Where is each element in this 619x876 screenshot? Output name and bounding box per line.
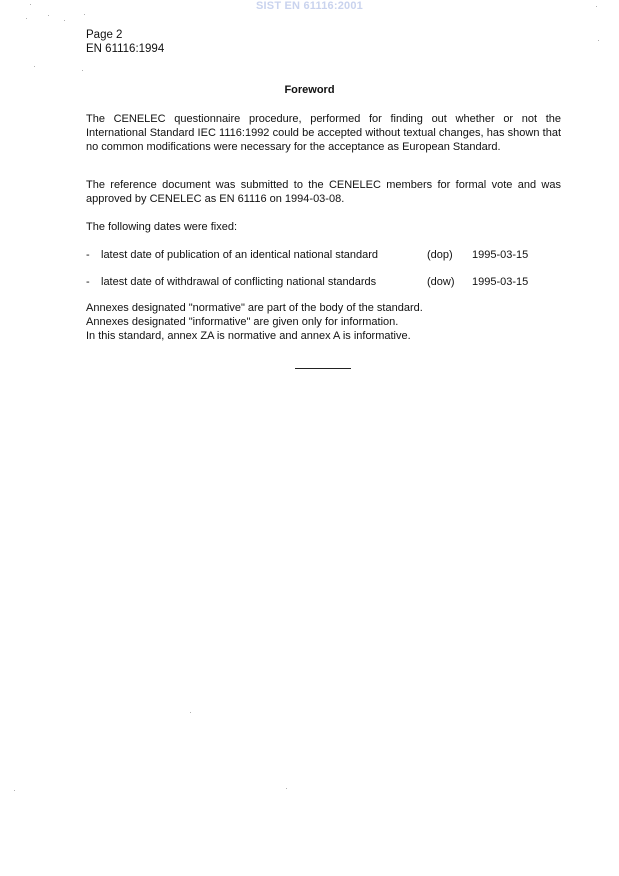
date-description: latest date of publication of an identical national standard (101, 249, 379, 261)
list-dash: - (86, 249, 90, 261)
scan-speck (26, 18, 27, 19)
scan-speck (14, 790, 15, 791)
annex-note-this-standard: In this standard, annex ZA is normative and annex A is informative. (86, 330, 411, 342)
annex-note-informative: Annexes designated "informative" are given only for information. (86, 316, 399, 328)
watermark: SIST EN 61116:2001 (256, 0, 363, 12)
scan-speck (82, 70, 83, 71)
scan-speck (596, 6, 597, 7)
foreword-title: Foreword (284, 84, 335, 96)
date-description: latest date of withdrawal of conflicting national standards (101, 276, 377, 288)
scan-speck (64, 20, 65, 21)
page-number: Page 2 (86, 29, 123, 41)
list-dash: - (86, 276, 90, 288)
scan-speck (30, 4, 31, 5)
page-header (86, 28, 164, 56)
foreword-paragraph-3: The following dates were fixed: (86, 221, 238, 233)
document-id: EN 61116:1994 (86, 43, 165, 55)
date-value: 1995-03-15 (472, 249, 529, 261)
foreword-paragraph-1: The CENELEC questionnaire procedure, performed for finding out whether or not the International Standard IEC 1116:1992 could be accepted without textual changes, has shown that no common modifications were necessary for the acceptance as European Standard. (86, 113, 561, 153)
annex-notes (86, 301, 423, 343)
scan-speck (34, 66, 35, 67)
scan-speck (190, 712, 191, 713)
scan-speck (286, 788, 287, 789)
date-code: (dop) (427, 249, 453, 261)
date-code: (dow) (427, 276, 455, 288)
foreword-paragraph-2: The reference document was submitted to the CENELEC members for formal vote and was approved by CENELEC as EN 61116 on 1994-03-08. (86, 179, 561, 205)
end-rule (295, 368, 351, 369)
scan-speck (48, 15, 49, 16)
annex-note-normative: Annexes designated "normative" are part of the body of the standard. (86, 302, 423, 314)
scan-speck (598, 40, 599, 41)
date-value: 1995-03-15 (472, 276, 529, 288)
scan-speck (84, 14, 85, 15)
